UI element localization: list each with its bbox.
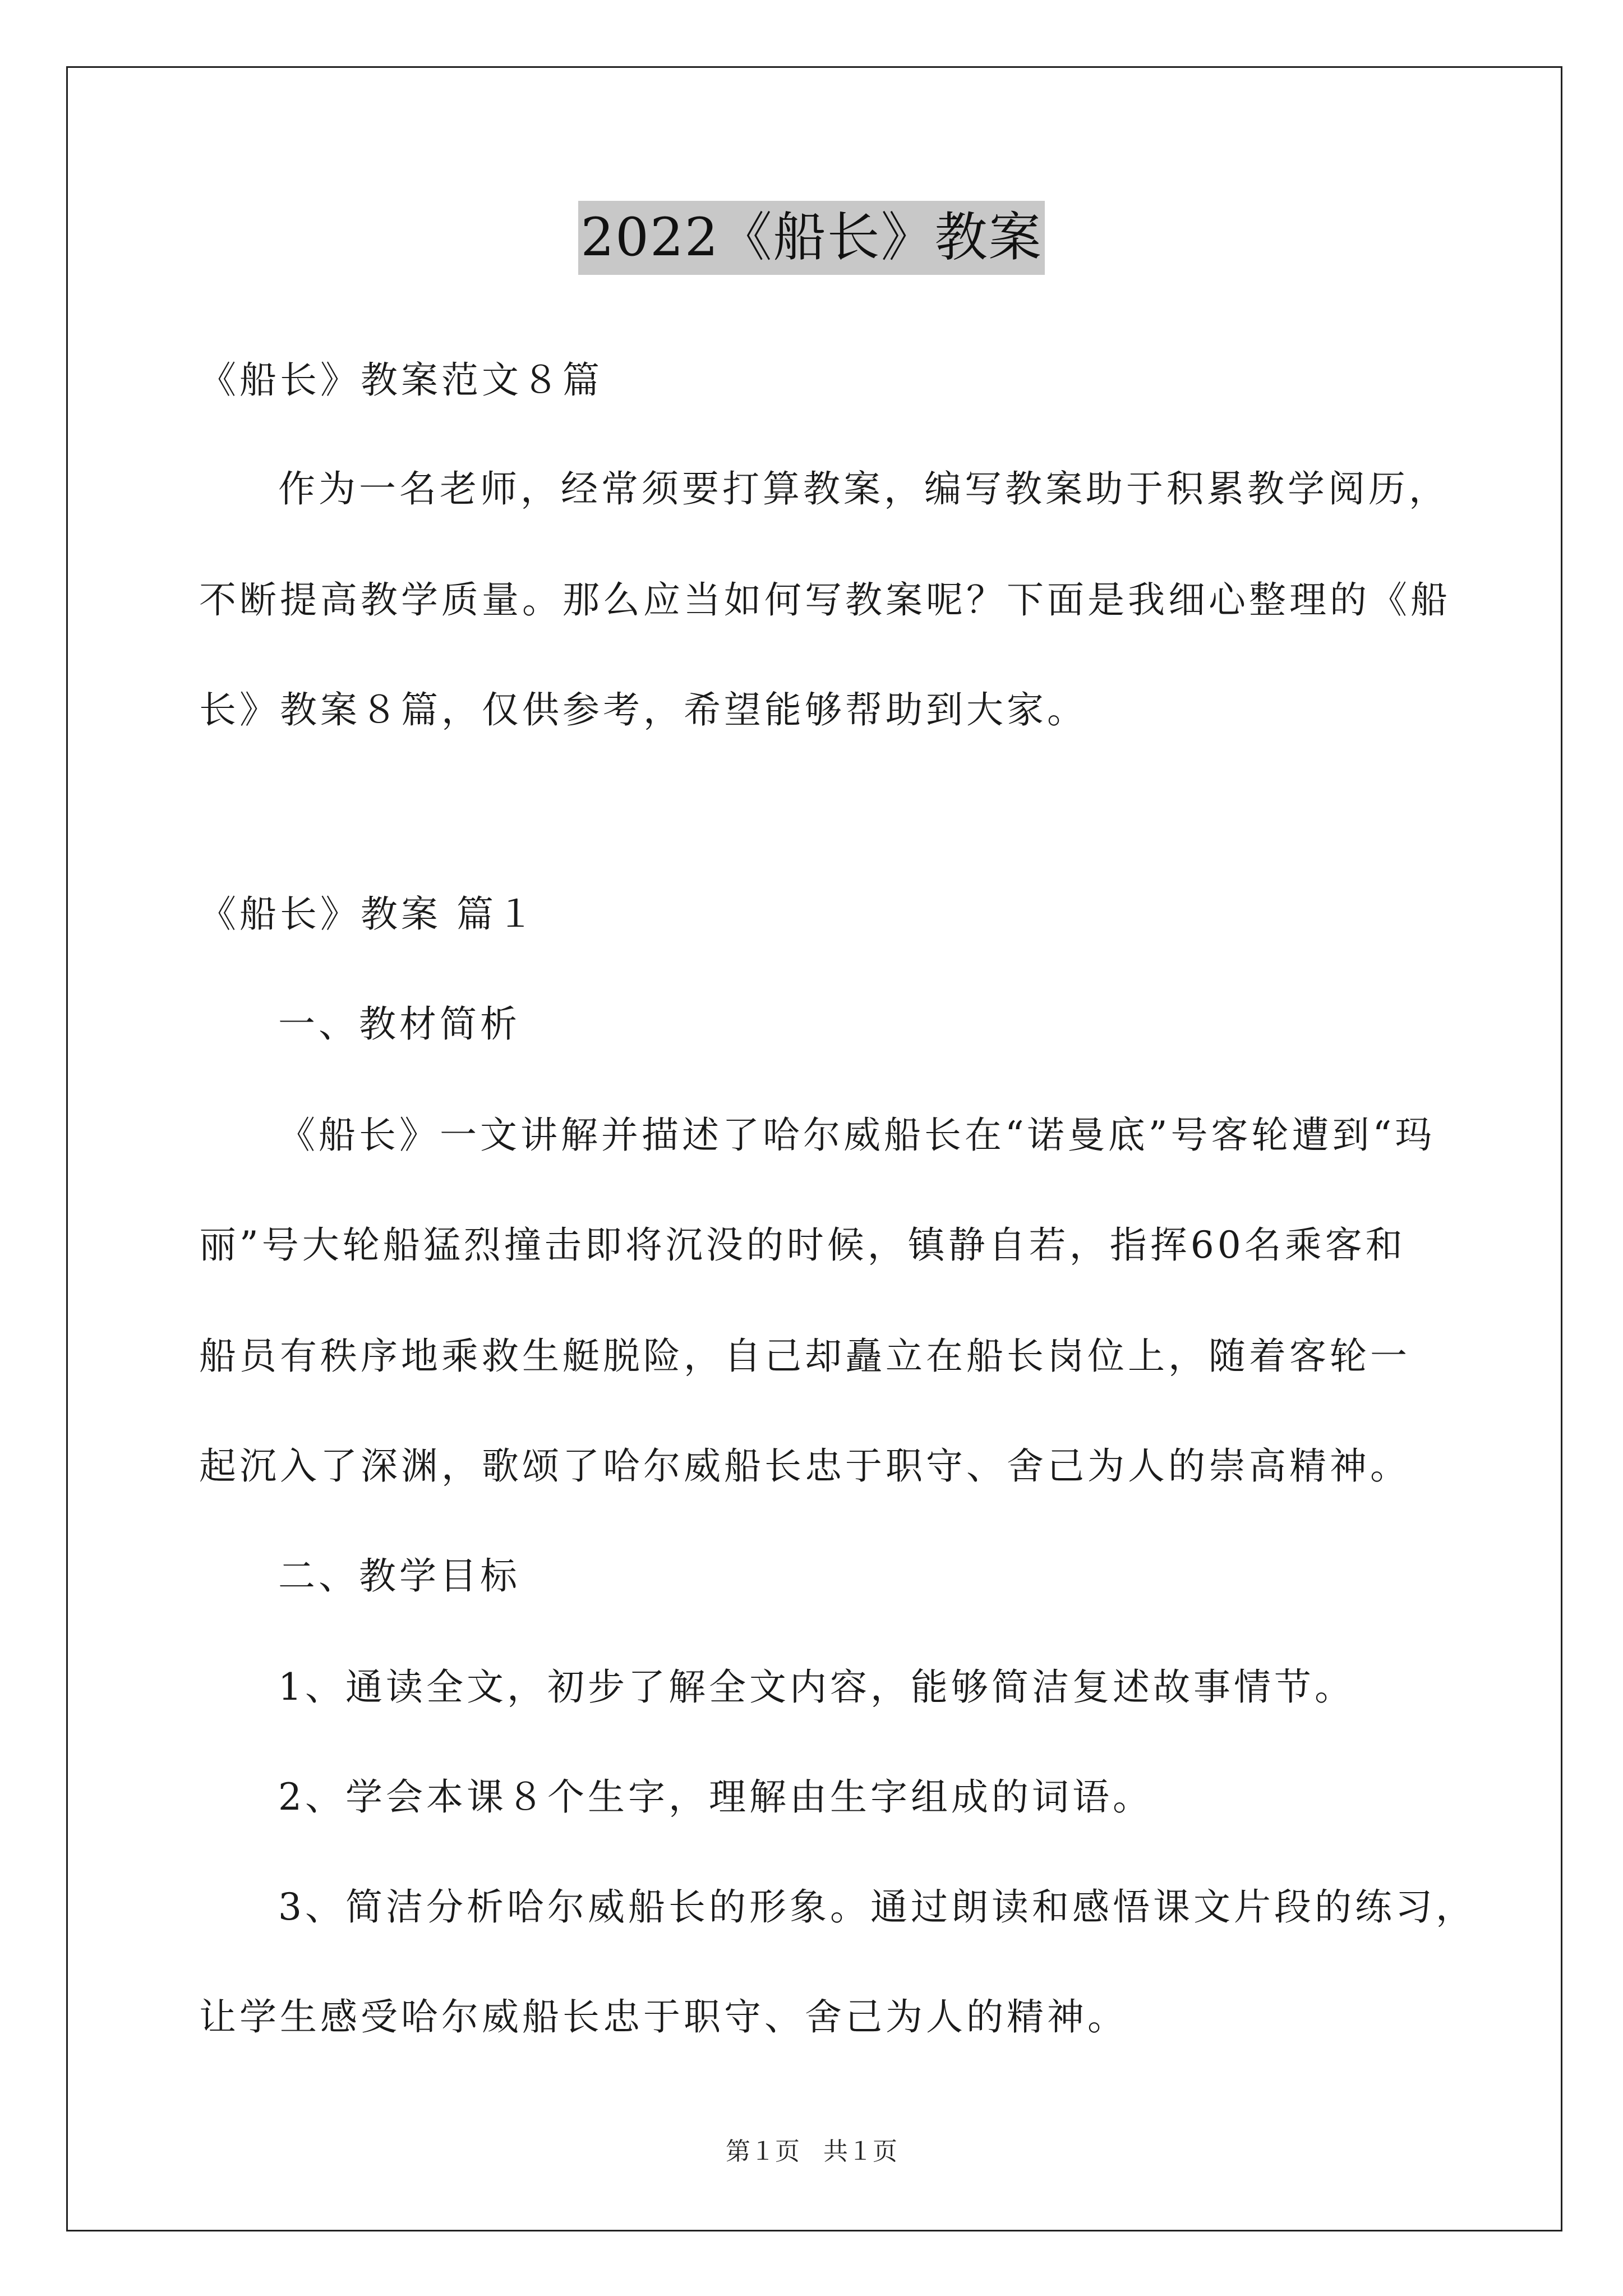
document-title: 2022《船长》教案 [578,201,1044,275]
part1-heading: 一、教材简析 [278,1002,520,1046]
section-heading: 《船长》教案 篇１ [199,892,537,936]
subtitle: 《船长》教案范文８篇 [199,358,603,402]
goal-3: 3、简洁分析哈尔威船长的形象。通过朗读和感悟课文片段的练习， [278,1885,1476,1929]
goal-1: 1、通读全文，初步了解全文内容，能够简洁复述故事情节。 [278,1665,1355,1709]
intro-line-1: 作为一名老师，经常须要打算教案，编写教案助于积累教学阅历， [278,467,1449,510]
intro-line-3: 长》教案８篇，仅供参考，希望能够帮助到大家。 [199,688,1087,731]
part2-heading: 二、教学目标 [278,1554,520,1598]
goal-3-continued: 让学生感受哈尔威船长忠于职守、舍己为人的精神。 [199,1995,1128,2039]
goal-2: 2、学会本课８个生字，理解由生字组成的词语。 [278,1775,1153,1819]
part1-line-3: 船员有秩序地乘救生艇脱险，自己却矗立在船长岗位上，随着客轮一 [199,1335,1410,1378]
page-footer [0,2136,1623,2168]
part1-line-1: 《船长》一文讲解并描述了哈尔威船长在“诺曼底”号客轮遭到“玛 [278,1114,1436,1157]
part1-line-2: 丽”号大轮船猛烈撞击即将沉没的时候，镇静自若，指挥60名乘客和 [199,1223,1406,1267]
intro-line-2: 不断提高教学质量。那么应当如何写教案呢？下面是我细心整理的《船 [199,578,1451,622]
page-number: 第１页 [726,2137,800,2166]
part1-line-4: 起沉入了深渊，歌颂了哈尔威船长忠于职守、舍己为人的崇高精神。 [199,1444,1410,1488]
title-container [0,201,1623,275]
page-total: 共１页 [823,2137,897,2166]
